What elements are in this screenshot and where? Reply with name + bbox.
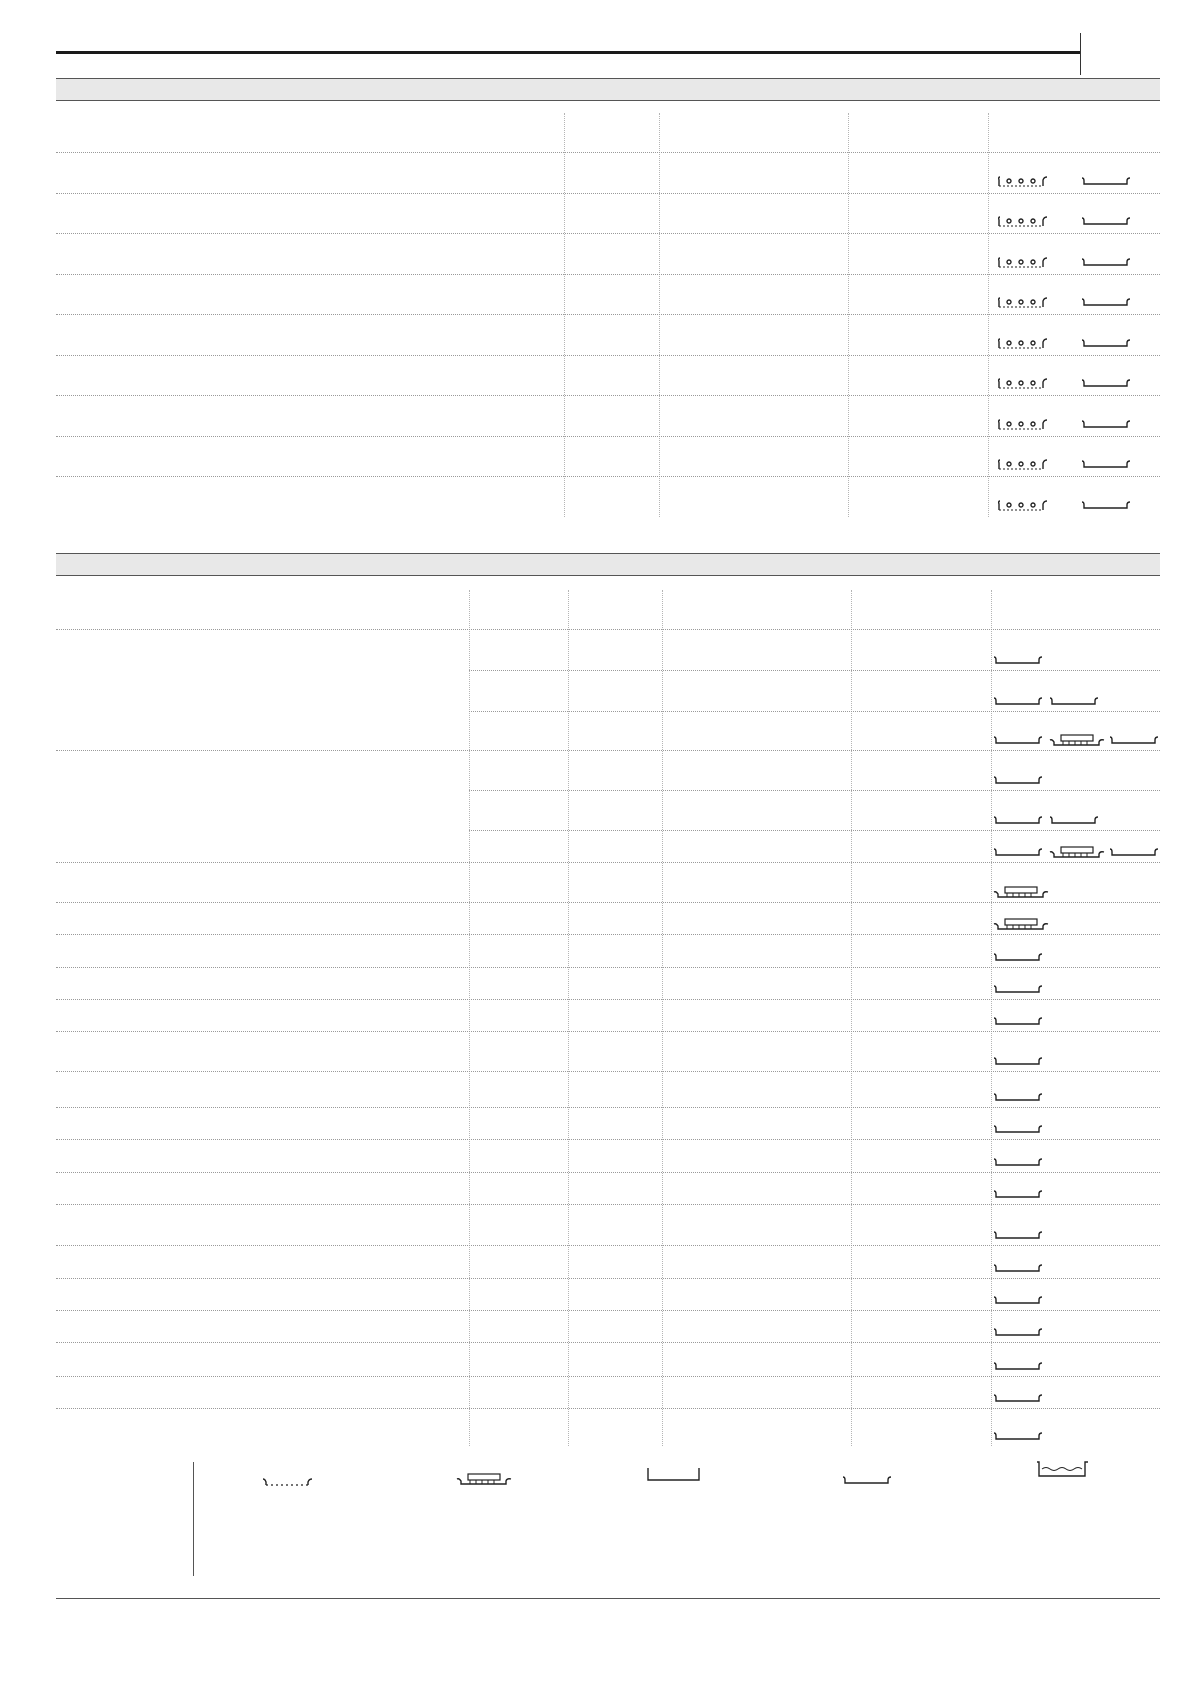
gastronorm-tray-icon xyxy=(1081,255,1133,267)
deep-tray-icon xyxy=(647,1466,701,1482)
legend-item xyxy=(1036,1460,1090,1478)
gastronorm-tray-icon xyxy=(993,1325,1045,1337)
table-row xyxy=(56,1071,1160,1107)
legend-item xyxy=(262,1475,314,1487)
top-rule xyxy=(56,51,1081,54)
gastronorm-perforated-tray-icon xyxy=(997,255,1049,269)
gastronorm-tray-icon xyxy=(842,1473,894,1485)
gastronorm-tray-icon xyxy=(993,1293,1045,1305)
grill-tray-icon xyxy=(993,917,1049,931)
gastronorm-tray-icon xyxy=(993,1261,1045,1273)
table-row xyxy=(56,1342,1160,1376)
table-row xyxy=(56,629,1160,670)
gastronorm-tray-icon xyxy=(1081,498,1133,510)
table-row xyxy=(56,355,1160,396)
table-row xyxy=(56,1376,1160,1408)
table-row xyxy=(56,395,1160,436)
gastronorm-tray-icon xyxy=(993,694,1045,706)
gastronorm-tray-icon xyxy=(1081,417,1133,429)
table-row xyxy=(56,1107,1160,1139)
gastronorm-tray-icon xyxy=(993,733,1045,745)
legend-divider xyxy=(193,1462,194,1576)
gastronorm-tray-icon xyxy=(993,1391,1045,1403)
gastronorm-perforated-tray-icon xyxy=(997,174,1049,188)
table-row xyxy=(56,967,1160,999)
gastronorm-tray-icon xyxy=(1081,214,1133,226)
top-tick xyxy=(1080,33,1081,75)
table-row xyxy=(56,711,1160,750)
perforated-tray-icon xyxy=(262,1475,314,1487)
water-tray-icon xyxy=(1036,1460,1090,1478)
gastronorm-perforated-tray-icon xyxy=(997,417,1049,431)
gastronorm-tray-icon xyxy=(1081,457,1133,469)
gastronorm-perforated-tray-icon xyxy=(997,295,1049,309)
gastronorm-tray-icon xyxy=(1081,174,1133,186)
table-row xyxy=(56,830,1160,862)
table-row xyxy=(56,274,1160,315)
grill-tray-icon xyxy=(1049,845,1105,859)
gastronorm-tray-icon xyxy=(993,1228,1045,1240)
gastronorm-perforated-tray-icon xyxy=(997,498,1049,512)
gastronorm-tray-icon xyxy=(1109,733,1161,745)
table-row xyxy=(56,750,1160,790)
table-row xyxy=(56,862,1160,902)
table-row xyxy=(56,902,1160,934)
gastronorm-tray-icon xyxy=(993,773,1045,785)
gastronorm-tray-icon xyxy=(993,1014,1045,1026)
gastronorm-tray-icon xyxy=(993,982,1045,994)
table-row xyxy=(56,1278,1160,1310)
gastronorm-tray-icon xyxy=(993,1187,1045,1199)
gastronorm-tray-icon xyxy=(993,1054,1045,1066)
gastronorm-tray-icon xyxy=(993,1090,1045,1102)
gastronorm-perforated-tray-icon xyxy=(997,214,1049,228)
table-row xyxy=(56,790,1160,830)
gastronorm-tray-icon xyxy=(993,1359,1045,1371)
table-row xyxy=(56,1204,1160,1245)
table-row xyxy=(56,1245,1160,1278)
gastronorm-tray-icon xyxy=(993,653,1045,665)
table-row xyxy=(56,1408,1160,1446)
gastronorm-tray-icon xyxy=(1081,336,1133,348)
table-row xyxy=(56,193,1160,234)
section2-header-bar xyxy=(56,553,1160,576)
legend-item xyxy=(456,1472,512,1486)
gastronorm-tray-icon xyxy=(993,1155,1045,1167)
gastronorm-tray-icon xyxy=(1109,845,1161,857)
gastronorm-perforated-tray-icon xyxy=(997,376,1049,390)
section1-table xyxy=(56,113,1160,515)
legend-item xyxy=(842,1473,894,1485)
table-row xyxy=(56,152,1160,193)
table-row xyxy=(56,436,1160,477)
gastronorm-perforated-tray-icon xyxy=(997,336,1049,350)
bottom-rule xyxy=(56,1598,1160,1599)
gastronorm-perforated-tray-icon xyxy=(997,457,1049,471)
table-row xyxy=(56,1139,1160,1172)
table-row xyxy=(56,1310,1160,1342)
table-row xyxy=(56,670,1160,711)
gastronorm-tray-icon xyxy=(1049,813,1101,825)
legend-item xyxy=(647,1466,701,1482)
table-row xyxy=(56,233,1160,274)
table-row xyxy=(56,999,1160,1031)
section2-table xyxy=(56,590,1160,1446)
grill-tray-icon xyxy=(993,885,1049,899)
gastronorm-tray-icon xyxy=(1081,376,1133,388)
gastronorm-tray-icon xyxy=(1081,295,1133,307)
table-row xyxy=(56,314,1160,355)
gastronorm-tray-icon xyxy=(993,813,1045,825)
gastronorm-tray-icon xyxy=(1049,694,1101,706)
table-row xyxy=(56,934,1160,967)
section1-header-bar xyxy=(56,78,1160,101)
table-row xyxy=(56,1172,1160,1204)
table-row xyxy=(56,476,1160,517)
grill-tray-icon xyxy=(456,1472,512,1486)
gastronorm-tray-icon xyxy=(993,1429,1045,1441)
table-row xyxy=(56,1031,1160,1071)
grill-tray-icon xyxy=(1049,733,1105,747)
gastronorm-tray-icon xyxy=(993,845,1045,857)
gastronorm-tray-icon xyxy=(993,1122,1045,1134)
gastronorm-tray-icon xyxy=(993,950,1045,962)
